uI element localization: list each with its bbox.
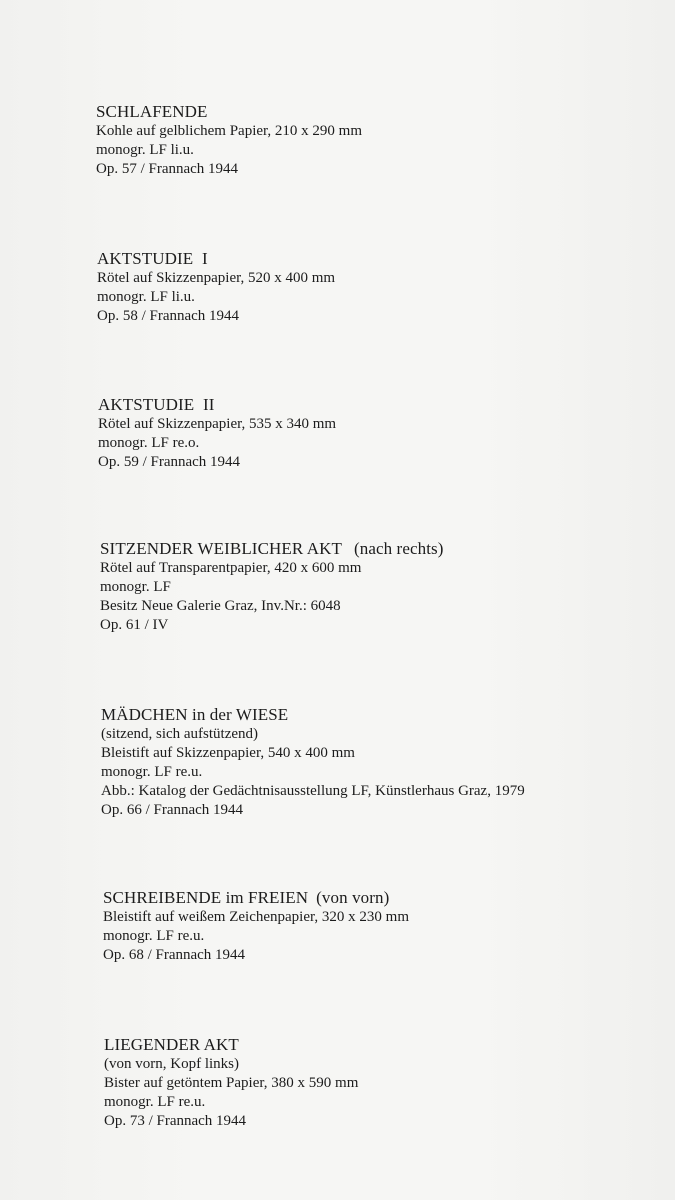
entry-pose: (von vorn, Kopf links) xyxy=(104,1056,239,1072)
catalog-entry xyxy=(100,538,444,635)
entry-opus: Op. 61 / IV xyxy=(100,617,169,633)
catalog-entry xyxy=(101,704,525,820)
entry-title: SITZENDER WEIBLICHER AKT xyxy=(100,539,342,558)
entry-title: AKTSTUDIE II xyxy=(98,395,215,414)
entry-opus: Op. 59 / Frannach 1944 xyxy=(98,454,241,470)
entry-opus: Op. 68 / Frannach 1944 xyxy=(103,947,246,963)
entry-illustration: Abb.: Katalog der Gedächtnisausstellung LF, Künstlerhaus Graz, 1979 xyxy=(101,783,525,799)
entry-monogram: monogr. LF re.u. xyxy=(103,928,205,944)
entry-title: SCHREIBENDE im FREIEN xyxy=(103,888,309,907)
entry-title: MÄDCHEN in der WIESE xyxy=(101,705,289,724)
catalog-entry xyxy=(103,887,409,965)
entry-monogram: monogr. LF li.u. xyxy=(96,142,194,158)
entry-opus: Op. 66 / Frannach 1944 xyxy=(101,802,244,818)
catalog-entry xyxy=(96,101,362,179)
catalog-entry xyxy=(98,394,336,472)
entry-monogram: monogr. LF li.u. xyxy=(97,289,195,305)
entry-title-row xyxy=(103,887,409,908)
entry-ownership: Besitz Neue Galerie Graz, Inv.Nr.: 6048 xyxy=(100,598,341,614)
entry-subtitle: (von vorn) xyxy=(316,888,390,907)
entry-monogram: monogr. LF xyxy=(100,579,171,595)
entry-medium: Rötel auf Transparentpapier, 420 x 600 mm xyxy=(100,560,362,576)
entry-monogram: monogr. LF re.o. xyxy=(98,435,200,451)
entry-opus: Op. 73 / Frannach 1944 xyxy=(104,1113,247,1129)
entry-medium: Kohle auf gelblichem Papier, 210 x 290 mm xyxy=(96,123,363,139)
entry-medium: Bleistift auf Skizzenpapier, 540 x 400 mm xyxy=(101,745,355,761)
catalog-entry xyxy=(97,248,335,326)
entry-monogram: monogr. LF re.u. xyxy=(101,764,203,780)
entry-opus: Op. 58 / Frannach 1944 xyxy=(97,308,240,324)
entry-medium: Bleistift auf weißem Zeichenpapier, 320 x 230 mm xyxy=(103,909,409,925)
entry-monogram: monogr. LF re.u. xyxy=(104,1094,206,1110)
entry-medium: Bister auf getöntem Papier, 380 x 590 mm xyxy=(104,1075,359,1091)
entry-medium: Rötel auf Skizzenpapier, 535 x 340 mm xyxy=(98,416,337,432)
entry-opus: Op. 57 / Frannach 1944 xyxy=(96,161,239,177)
entry-subtitle: (nach rechts) xyxy=(353,539,444,558)
entry-title-row xyxy=(100,538,444,559)
entry-title: LIEGENDER AKT xyxy=(104,1035,239,1054)
catalog-entry xyxy=(104,1034,358,1131)
entry-title: AKTSTUDIE I xyxy=(97,249,208,268)
entry-pose: (sitzend, sich aufstützend) xyxy=(101,726,259,742)
entry-medium: Rötel auf Skizzenpapier, 520 x 400 mm xyxy=(97,270,336,286)
entry-title: SCHLAFENDE xyxy=(96,102,208,121)
